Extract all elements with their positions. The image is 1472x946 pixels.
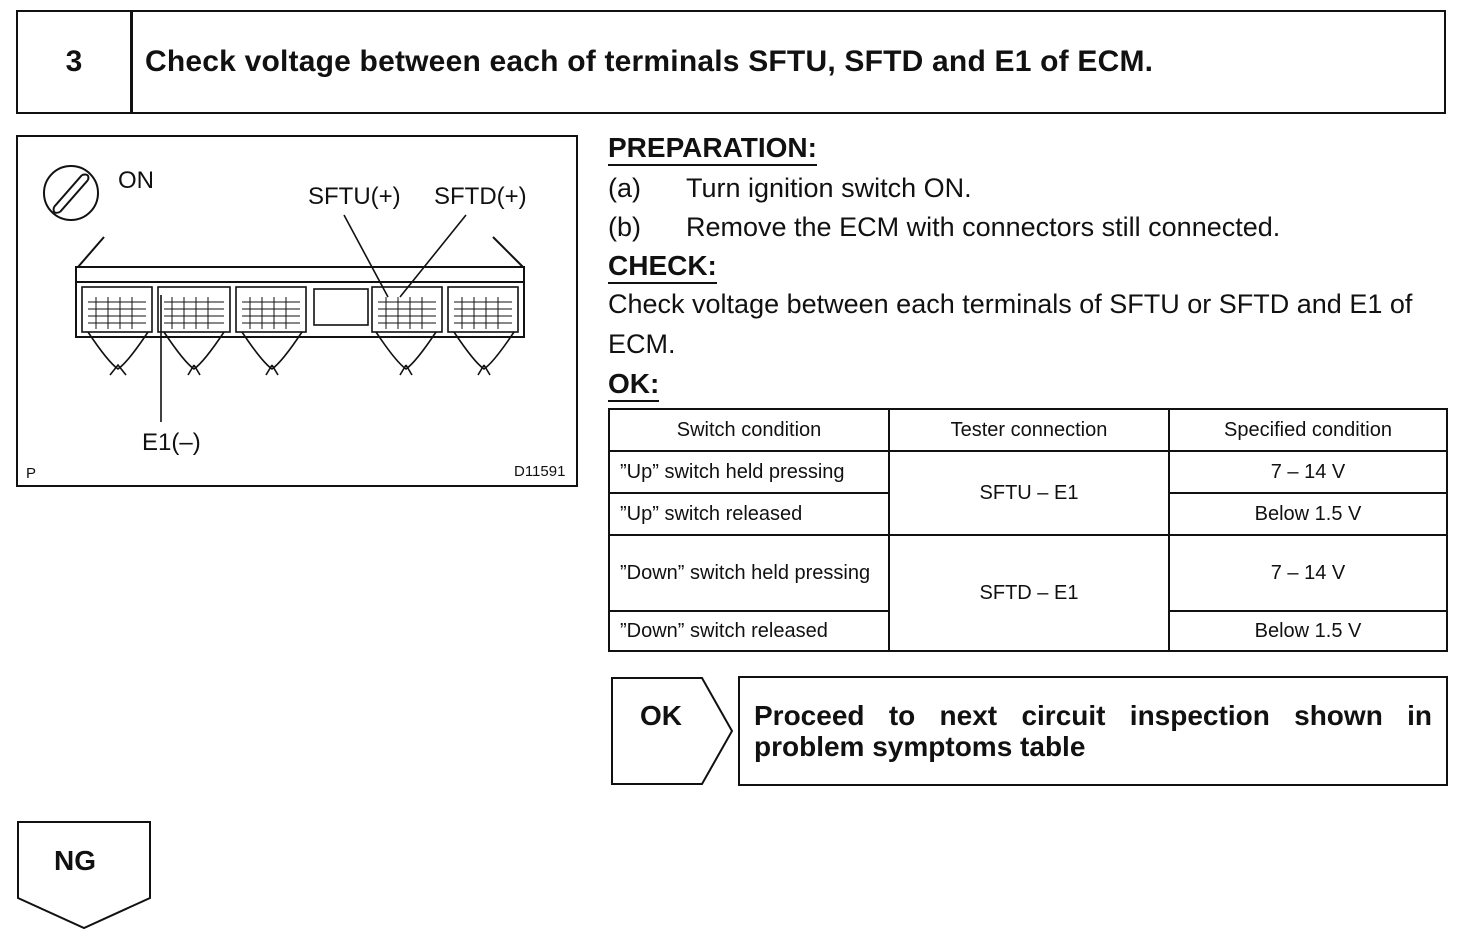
cell-spec: 7 – 14 V: [1169, 535, 1447, 611]
cell-condition: ”Up” switch held pressing: [609, 451, 889, 493]
cell-spec: Below 1.5 V: [1169, 611, 1447, 651]
table-header-row: [609, 409, 1447, 451]
ignition-key-icon: [44, 166, 98, 220]
ignition-on-label: ON: [118, 167, 154, 194]
figure-code: D11591: [514, 463, 566, 480]
step-index: (b): [608, 212, 641, 242]
cell-condition: ”Down” switch held pressing: [609, 535, 889, 611]
preparation-heading: PREPARATION:: [608, 132, 817, 166]
check-text: Check voltage between each terminals of SFTU or SFTD and E1 of ECM.: [608, 289, 1413, 359]
step-text: Turn ignition switch ON.: [686, 173, 972, 203]
cell-condition: ”Up” switch released: [609, 493, 889, 535]
sftd-label: SFTD(+): [434, 183, 527, 210]
check-heading: CHECK:: [608, 250, 717, 284]
step-header: [16, 10, 1446, 114]
header-specified-condition: Specified condition: [1169, 409, 1447, 451]
step-text: Remove the ECM with connectors still connected.: [686, 212, 1281, 242]
ok-label: OK: [640, 700, 682, 731]
preparation-step-b: [608, 211, 1280, 243]
cell-spec: 7 – 14 V: [1169, 451, 1447, 493]
sftu-label: SFTU(+): [308, 183, 401, 210]
e1-label: E1(–): [142, 429, 201, 456]
step-index: (a): [608, 173, 641, 203]
header-switch-condition: Switch condition: [609, 409, 889, 451]
preparation-step-a: [608, 172, 972, 204]
cell-connection: SFTU – E1: [889, 451, 1169, 535]
ok-result-text: Proceed to next circuit inspection shown in problem symptoms table: [738, 676, 1448, 786]
ok-heading: OK:: [608, 368, 659, 402]
header-tester-connection: Tester connection: [889, 409, 1169, 451]
step-number: 3: [18, 12, 133, 112]
wire-harnesses: [88, 332, 514, 375]
table-row: [609, 451, 1447, 493]
ng-label: NG: [54, 845, 96, 876]
cell-condition: ”Down” switch released: [609, 611, 889, 651]
step-title: Check voltage between each of terminals SFTU, SFTD and E1 of ECM.: [145, 45, 1154, 78]
spec-table: [608, 408, 1448, 652]
cell-connection: SFTD – E1: [889, 535, 1169, 651]
table-row: [609, 535, 1447, 611]
ecm-connector-figure: [16, 135, 578, 487]
figure-corner-label: P: [26, 465, 37, 482]
cell-spec: Below 1.5 V: [1169, 493, 1447, 535]
